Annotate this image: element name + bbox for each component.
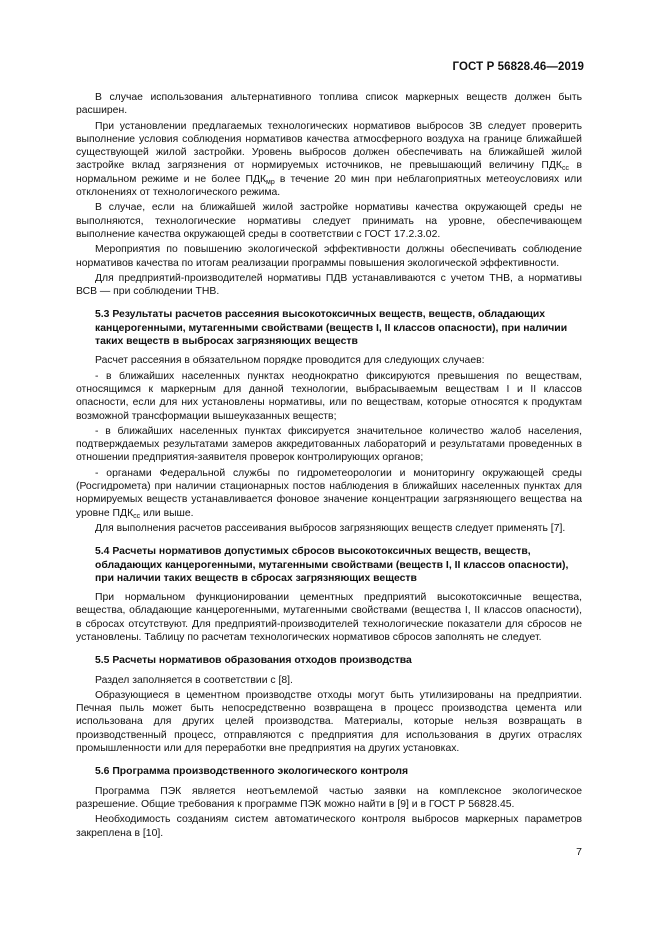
list-item: - в ближайших населенных пунктах неоднократно фиксируются превышения по веществам, относящимся к маркерным для данной технологии, выбрасываемым веществам I и II классов опасности, если для них установлены нормативы, или по веществам, которые относятся к продуктам возможной трансформации вышеуказанных веществ;: [76, 370, 582, 422]
paragraph: В случае, если на ближайшей жилой застройке нормативы качества окружающей среды не выполняются, технологические нормативы следует принимать на уровне, обеспечивающем выполнение качества окружающей среды в соответствии с ГОСТ 17.2.3.02.: [76, 202, 582, 240]
paragraph: При нормальном функционировании цементных предприятий высокотоксичные вещества, вещества, обладающие канцерогенными, мутагенными свойствами (вещества I, II классов опасности), в сбросах отсутствуют. Для предприятий-производителей технологические показатели для сбросов не установлены. Таблицу по расчетам технологических нормативов сбросов заполнять не следует.: [76, 592, 582, 643]
paragraph: При установлении предлагаемых технологических нормативов выбросов ЗВ следует проверить выполнение условия соблюдения нормативов качества атмосферного воздуха на границе ближайшей существующей жилой застройки. Уровень выбросов должен обеспечивать на ближайшей жилой застройке вклад загрязнения от нормируемых источников, не превышающий величину $ПДК_{сс}$ в нормальном режиме и не более $ПДК_{мр}$ в течение 20 мин при неблагоприятных метеоусловиях или отклонениях от технологического режима.: [76, 120, 583, 199]
section-heading-5-3: 5.3 Результаты расчетов рассеяния высокотоксичных веществ, веществ, обладающих канцерогенными, мутагенными свойствами (веществ I, II классов опасности), при наличии таких веществ в выбросах загрязняющих веществ: [95, 309, 568, 348]
paragraph: Для предприятий-производителей нормативы ПДВ устанавливаются с учетом ТНВ, а нормативы ВСВ — при соблюдении ТНВ.: [76, 272, 582, 298]
section-heading-5-6: 5.6 Программа производственного экологического контроля: [95, 766, 409, 778]
list-item: - в ближайших населенных пунктах фиксируется значительное количество жалоб населения, подтверждаемых результатами замеров аккредитованных лабораторий и результатами проведенных в отношении предприятия-заявителя проверок контролирующих органов;: [76, 425, 582, 464]
paragraph: Расчет рассеяния в обязательном порядке проводится для следующих случаев:: [95, 355, 485, 367]
paragraph: Мероприятия по повышению экологической эффективности должны обеспечивать соблюдение нормативов качества по итогам реализации программы повышения экологической эффективности.: [76, 244, 582, 269]
paragraph: Раздел заполняется в соответствии с [8].: [95, 674, 293, 686]
section-heading-5-5: 5.5 Расчеты нормативов образования отходов производства: [95, 655, 412, 667]
paragraph: В случае использования альтернативного топлива список маркерных веществ должен быть расширен.: [76, 92, 582, 117]
paragraph: Необходимость созданиям систем автоматического контроля выбросов маркерных параметров закреплена в [10].: [76, 814, 582, 839]
list-item: - органами Федеральной службы по гидрометеорологии и мониторингу окружающей среды (Росгидромета) при наличии стационарных постов наблюдения в ближайших населенных пунктах для нормируемых веществ устанавливается фоновое значение концентрации загрязняющего вещества на уровне $ПДК_{сс}$ или выше.: [76, 467, 582, 520]
paragraph: Образующиеся в цементном производстве отходы могут быть утилизированы на предприятии. Печная пыль может быть непосредственно возвращена в процесс производства цемента или использована для других целей производства. Материалы, которые нельзя возвращать в производственный процесс, отправляются с предприятия для использования в других отраслях промышленности или для переработки вне предприятия на других установках.: [76, 689, 582, 755]
page-number: 7: [576, 846, 582, 858]
paragraph: Для выполнения расчетов рассеивания выбросов загрязняющих веществ следует применять [7].: [95, 522, 566, 534]
document-body: [76, 91, 582, 840]
paragraph: Программа ПЭК является неотъемлемой частью заявки на комплексное экологическое разрешение. Общие требования к программе ПЭК можно найти в [9] и в ГОСТ Р 56828.45.: [76, 785, 582, 810]
section-heading-5-4: 5.4 Расчеты нормативов допустимых сбросов высокотоксичных веществ, веществ, обладающих канцерогенными, мутагенными свойствами (веществ I, II классов опасности), при наличии таких веществ в сбросах загрязняющих веществ: [95, 546, 569, 584]
document-id: ГОСТ Р 56828.46—2019: [452, 61, 584, 73]
